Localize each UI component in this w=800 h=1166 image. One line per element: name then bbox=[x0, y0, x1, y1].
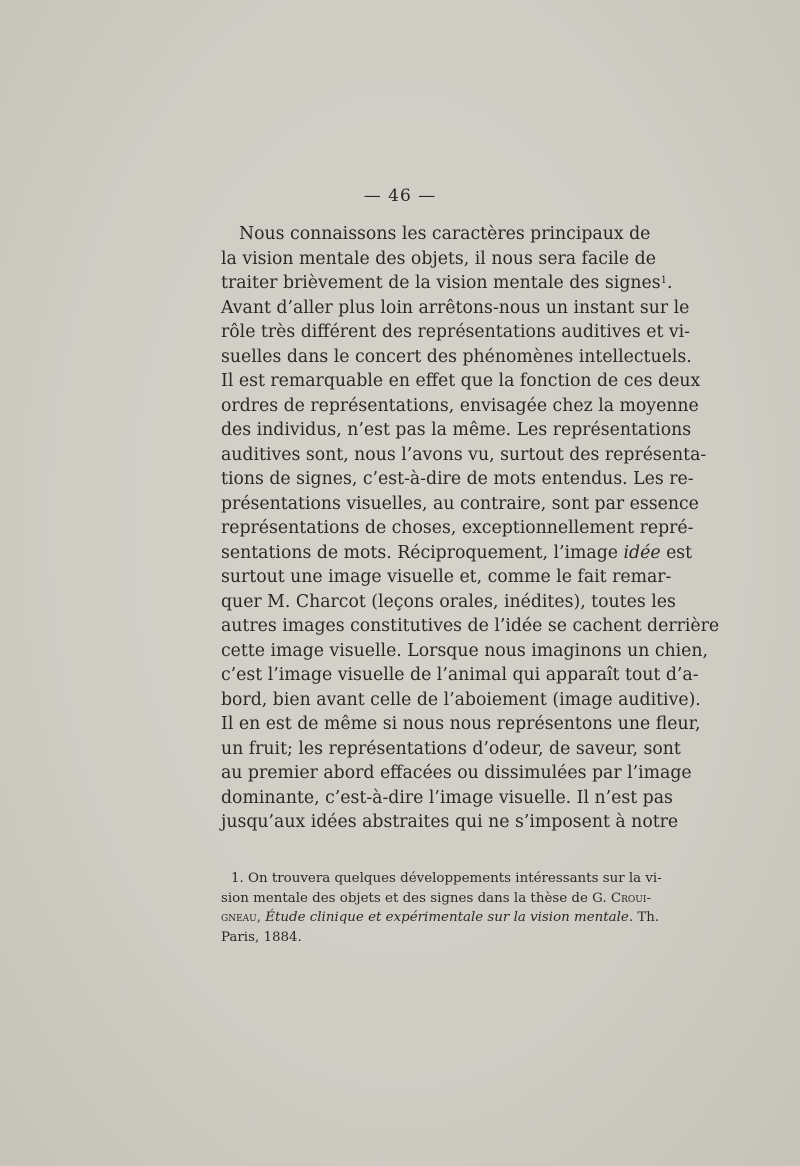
text-line: suelles dans le concert des phénomènes intellectuels. bbox=[221, 346, 692, 367]
italic-word: idée bbox=[623, 542, 661, 563]
footnote-line: Paris, 1884. bbox=[221, 929, 302, 945]
text-line: Il est remarquable en effet que la fonction de ces deux bbox=[221, 371, 701, 391]
text-line: la vision mentale des objets, il nous sera facile de bbox=[221, 248, 656, 269]
text-segment: , bbox=[256, 910, 266, 925]
text-line: cette image visuelle. Lorsque nous imaginons un chien, bbox=[221, 640, 709, 661]
text-line: auditives sont, nous l’avons vu, surtout des représenta- bbox=[221, 444, 707, 465]
text-line: quer M. Charcot (leçons orales, inédites), toutes les bbox=[221, 591, 676, 612]
footnote-line: 1. On trouvera quelques développements intéressants sur la vi- bbox=[231, 871, 662, 886]
author-name: gneau bbox=[221, 910, 257, 925]
text-line: rôle très différent des représentations auditives et vi- bbox=[221, 322, 691, 342]
footnote-line bbox=[221, 889, 651, 909]
footnote-line bbox=[221, 908, 660, 928]
text-line bbox=[221, 541, 693, 566]
text-line: présentations visuelles, au contraire, sont par essence bbox=[221, 493, 699, 514]
text-segment: est bbox=[666, 542, 693, 563]
text-line: représentations de choses, exceptionnellement repré- bbox=[221, 518, 694, 538]
text-line: ordres de représentations, envisagée chez la moyenne bbox=[221, 395, 699, 416]
text-line: jusqu’aux idées abstraites qui ne s’imposent à notre bbox=[221, 812, 679, 832]
text-line: au premier abord effacées ou dissimulées par l’image bbox=[221, 763, 692, 783]
text-line bbox=[221, 271, 673, 296]
text-line: un fruit; les représentations d’odeur, de saveur, sont bbox=[221, 738, 681, 759]
text-line: bord, bien avant celle de l’aboiement (image auditive). bbox=[221, 689, 701, 710]
text-segment: . bbox=[666, 273, 673, 293]
text-line: Avant d’aller plus loin arrêtons-nous un instant sur le bbox=[221, 297, 690, 318]
thesis-title: Étude clinique et expérimentale sur la vision mentale. bbox=[265, 910, 634, 925]
text-line: c’est l’image visuelle de l’animal qui apparaît tout d’a- bbox=[221, 665, 699, 685]
text-line: tions de signes, c’est-à-dire de mots entendus. Les re- bbox=[221, 469, 694, 489]
text-segment: Th. bbox=[633, 910, 660, 925]
author-name: Croui- bbox=[610, 890, 651, 906]
footnote bbox=[221, 869, 662, 947]
text-line: des individus, n’est pas la même. Les représentations bbox=[221, 420, 692, 440]
page-number: — 46 — bbox=[363, 186, 437, 206]
text-line: surtout une image visuelle et, comme le fait remar- bbox=[221, 567, 672, 587]
text-segment: sentations de mots. Réciproquement, l’image bbox=[221, 542, 619, 563]
footnote-ref: 1 bbox=[660, 275, 667, 286]
text-line: Nous connaissons les caractères principaux de bbox=[239, 224, 651, 244]
text-line: autres images constitutives de l’idée se cachent derrière bbox=[221, 616, 720, 636]
text-segment: traiter brièvement de la vision mentale des signes bbox=[221, 273, 661, 293]
text-line: Il en est de même si nous nous représentons une fleur, bbox=[221, 714, 701, 734]
body-text bbox=[221, 222, 720, 835]
text-segment: sion mentale des objets et des signes dans la thèse de G. bbox=[221, 890, 611, 906]
text-line: dominante, c’est-à-dire l’image visuelle. Il n’est pas bbox=[221, 787, 673, 808]
